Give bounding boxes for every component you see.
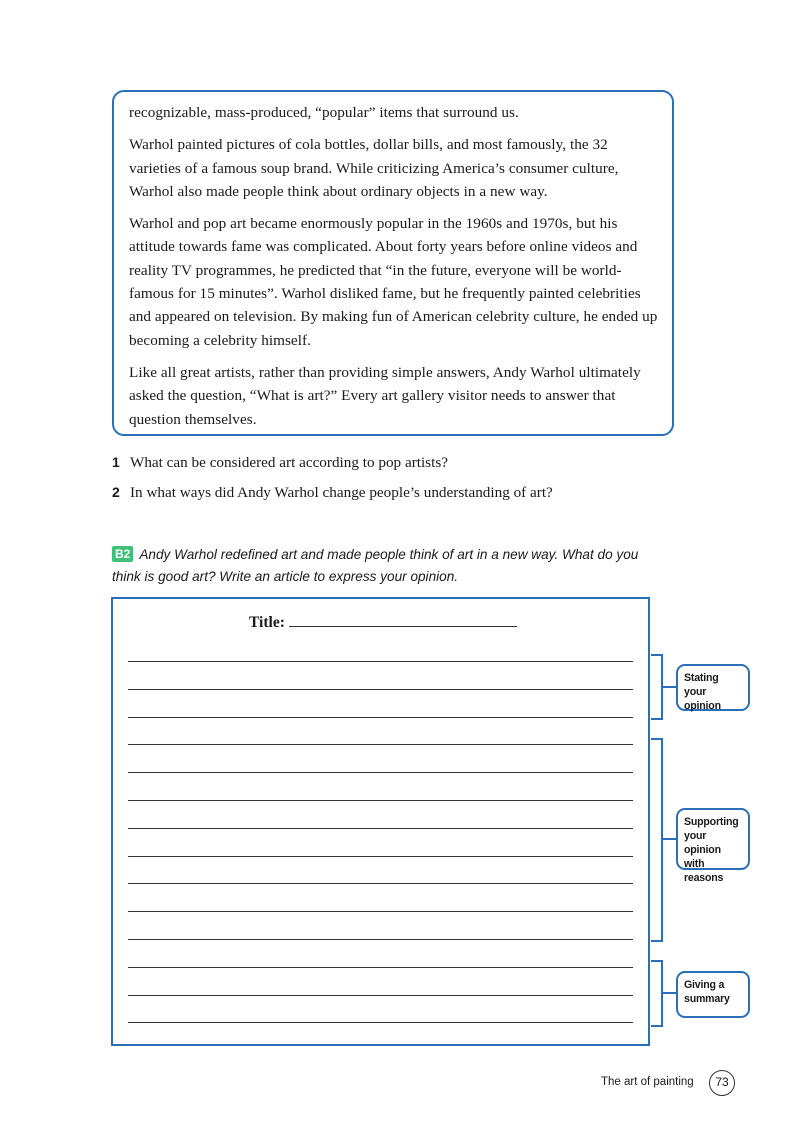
comprehension-questions [112, 451, 712, 511]
passage-paragraph: Warhol and pop art became enormously popular in the 1960s and 1970s, but his attitude towards fame was complicated. About forty years before online videos and reality TV programmes, he predicted that “in the future, everyone will be world-famous for 15 minutes”. Warhol disliked fame, but he frequently painted celebrities and appeared on television. By making fun of American celebrity culture, he ended up becoming a celebrity himself. [129, 215, 658, 349]
answer-line[interactable] [128, 939, 633, 940]
label-stating-opinion: Stating your opinion [676, 664, 750, 711]
task-instruction-line-1: Andy Warhol redefined art and made people think of art in a new way. What do you [139, 547, 639, 562]
passage-paragraph: Warhol painted pictures of cola bottles, dollar bills, and most famously, the 32 varieties of a famous soup brand. While criticizing America’s consumer culture, Warhol also made people think about ordinary objects in a new way. [129, 136, 619, 200]
passage-paragraph: Like all great artists, rather than providing simple answers, Andy Warhol ultimately asked the question, “What is art?” Every art gallery visitor needs to answer that question themselves. [129, 363, 641, 428]
answer-line[interactable] [128, 995, 633, 996]
answer-line[interactable] [128, 856, 633, 857]
bracket-summary [651, 960, 663, 1027]
title-field[interactable] [249, 613, 517, 632]
label-summary: Giving a summary [676, 971, 750, 1018]
title-label: Title: [249, 614, 285, 631]
answer-line[interactable] [128, 744, 633, 745]
bracket-connector [663, 686, 676, 688]
question-text: What can be considered art according to pop artists? [130, 454, 448, 471]
answer-line[interactable] [128, 661, 633, 662]
answer-line[interactable] [128, 717, 633, 718]
level-badge: B2 [112, 546, 133, 562]
question-number: 2 [112, 484, 120, 500]
question-item [112, 451, 712, 474]
answer-line[interactable] [128, 911, 633, 912]
answer-line[interactable] [128, 967, 633, 968]
writing-area [111, 597, 650, 1046]
answer-line[interactable] [128, 800, 633, 801]
passage-paragraph: recognizable, mass-produced, “popular” items that surround us. [129, 104, 519, 121]
answer-line[interactable] [128, 772, 633, 773]
question-item [112, 481, 712, 504]
bracket-connector [663, 992, 676, 994]
bracket-opinion [651, 654, 663, 720]
answer-line[interactable] [128, 883, 633, 884]
title-blank-line[interactable] [289, 613, 517, 627]
answer-line[interactable] [128, 689, 633, 690]
answer-line[interactable] [128, 1022, 633, 1023]
question-number: 1 [112, 454, 120, 470]
label-supporting-reasons: Supporting your opinion with reasons [676, 808, 750, 870]
question-text: In what ways did Andy Warhol change people’s understanding of art? [130, 484, 553, 501]
reading-passage [112, 90, 674, 436]
bracket-connector [663, 838, 676, 840]
task-instruction-line-2: think is good art? Write an article to express your opinion. [112, 568, 459, 584]
answer-line[interactable] [128, 828, 633, 829]
page-number: 73 [709, 1070, 735, 1096]
bracket-reasons [651, 738, 663, 942]
chapter-title: The art of painting [601, 1076, 694, 1088]
writing-task [112, 544, 672, 587]
